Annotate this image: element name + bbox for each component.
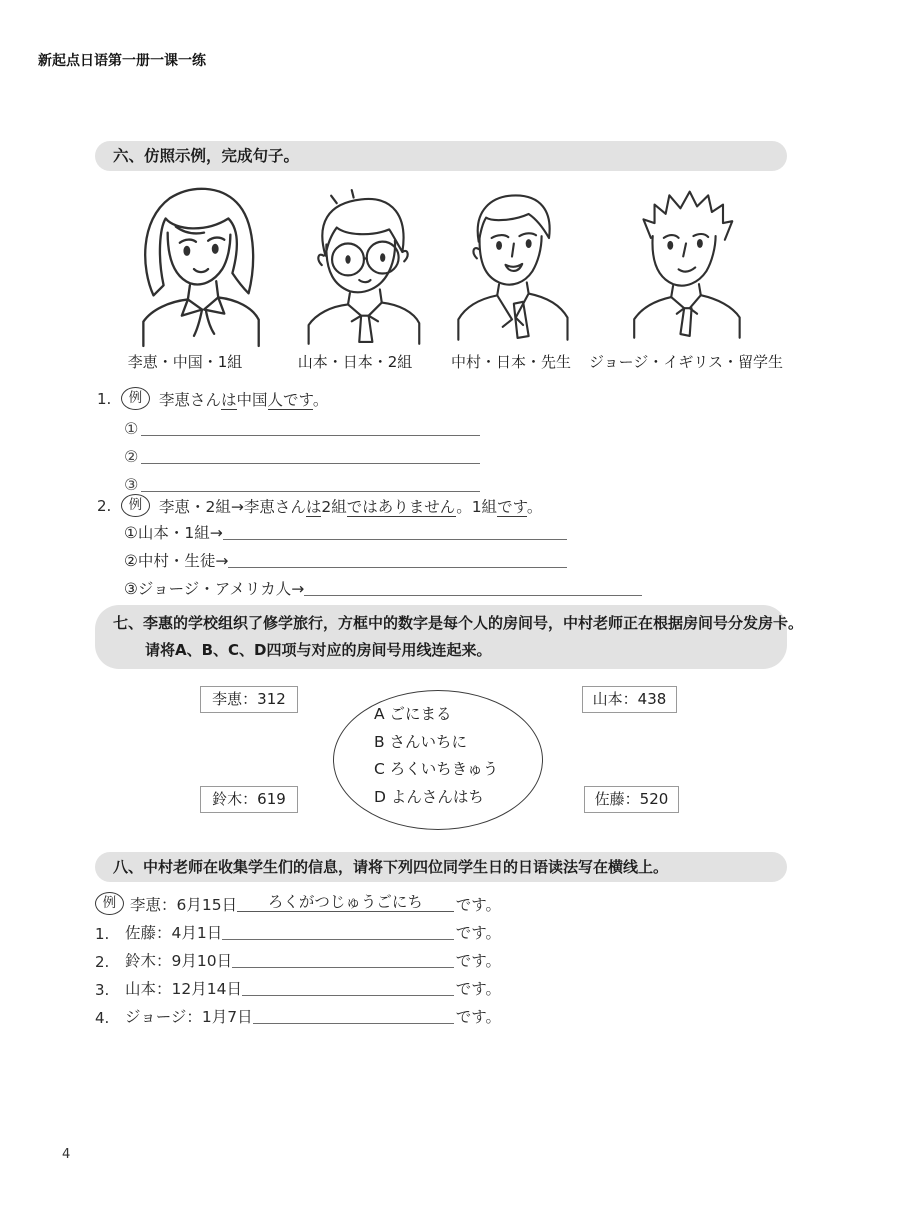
birthday-label: 李恵：6月15日 xyxy=(130,896,238,914)
character-label-li-hui: 李恵・中国・1組 xyxy=(127,353,243,371)
section8-example-line: 例 李恵：6月15日 ろくがつじゅうごにち です。 xyxy=(95,893,501,915)
birthday-label: 山本：12月14日 xyxy=(125,980,242,998)
exercise1-blank-1: ① xyxy=(124,417,480,439)
portrait-spiky-hair-man-illustration xyxy=(612,174,760,348)
answer-blank-line xyxy=(228,567,567,568)
birthday-label: 鈴木：9月10日 xyxy=(125,952,233,970)
exercise1-blank-2: ② xyxy=(124,445,480,467)
room-box-sato: 佐藤：520 xyxy=(584,786,679,813)
section8-item-3: 3. 山本：12月14日 です。 xyxy=(95,977,501,999)
answer-blank-line xyxy=(232,967,454,968)
example-badge: 例 xyxy=(95,892,124,915)
portrait-teacher-illustration xyxy=(438,178,586,348)
option-c: C ろくいちきゅう xyxy=(374,760,499,778)
character-label-george: ジョージ・イギリス・留学生 xyxy=(588,353,784,371)
room-box-li-hui: 李恵：312 xyxy=(200,686,298,713)
option-b: B さんいちに xyxy=(374,732,468,751)
example-answer: ろくがつじゅうごにち xyxy=(237,893,454,912)
answer-blank-line xyxy=(304,595,642,596)
birthday-label: ジョージ：1月7日 xyxy=(125,1008,253,1026)
exercise2-item-3: ③ジョージ・アメリカ人→ xyxy=(124,577,642,599)
exercise2-number: 2. xyxy=(97,496,112,515)
sentence-text: 李恵さんは中国人です。 xyxy=(159,390,329,409)
room-box-yamamoto: 山本：438 xyxy=(582,686,677,713)
section7-title-line2: 请将A、B、C、D四项与对应的房间号用线连起来。 xyxy=(145,641,492,659)
section6-header: 六、仿照示例，完成句子。 xyxy=(95,141,787,171)
answer-blank-line xyxy=(222,939,454,940)
options-list xyxy=(374,701,498,811)
exercise2-item-2: ②中村・生徒→ xyxy=(124,549,567,571)
portrait-glasses-boy-illustration xyxy=(288,184,438,348)
section8-item-2: 2. 鈴木：9月10日 です。 xyxy=(95,949,501,971)
answer-blank-line xyxy=(141,491,480,492)
option-d: D よんさんはち xyxy=(374,787,484,806)
option-a: A ごにまる xyxy=(374,705,452,723)
answer-blank-line xyxy=(223,539,567,540)
exercise2-item-1: ①山本・1組→ xyxy=(124,521,567,543)
section7-title-line1: 七、李惠的学校组织了修学旅行，方框中的数字是每个人的房间号，中村老师正在根据房间号分发房卡。 xyxy=(113,614,804,632)
section8-header: 八、中村老师在收集学生们的信息，请将下列四位同学生日的日语读法写在横线上。 xyxy=(95,852,787,882)
exercise1-example-sentence xyxy=(97,387,328,410)
answer-blank-line xyxy=(242,995,454,996)
answer-blank-line xyxy=(141,463,480,464)
exercise1-number: 1. xyxy=(97,389,112,408)
character-label-yamamoto: 山本・日本・2組 xyxy=(297,353,413,371)
exercise2-example-sentence xyxy=(97,494,542,517)
birthday-label: 佐藤：4月1日 xyxy=(125,924,223,942)
book-title: 新起点日语第一册一课一练 xyxy=(38,53,206,69)
sentence-text: 李恵・2組→李恵さんは2組ではありません。1組です。 xyxy=(159,497,543,516)
example-badge: 例 xyxy=(121,387,150,410)
answer-blank-line xyxy=(253,1023,454,1024)
example-badge: 例 xyxy=(121,494,150,517)
answer-blank-line xyxy=(141,435,480,436)
character-label-nakamura: 中村・日本・先生 xyxy=(450,353,572,371)
room-box-suzuki: 鈴木：619 xyxy=(200,786,298,813)
page-number: 4 xyxy=(62,1147,71,1162)
portrait-girl-illustration xyxy=(108,176,288,348)
section8-item-1: 1. 佐藤：4月1日 です。 xyxy=(95,921,501,943)
section7-header xyxy=(95,605,804,669)
section8-item-4: 4. ジョージ：1月7日 です。 xyxy=(95,1005,501,1027)
exercise1-blank-3: ③ xyxy=(124,473,480,495)
